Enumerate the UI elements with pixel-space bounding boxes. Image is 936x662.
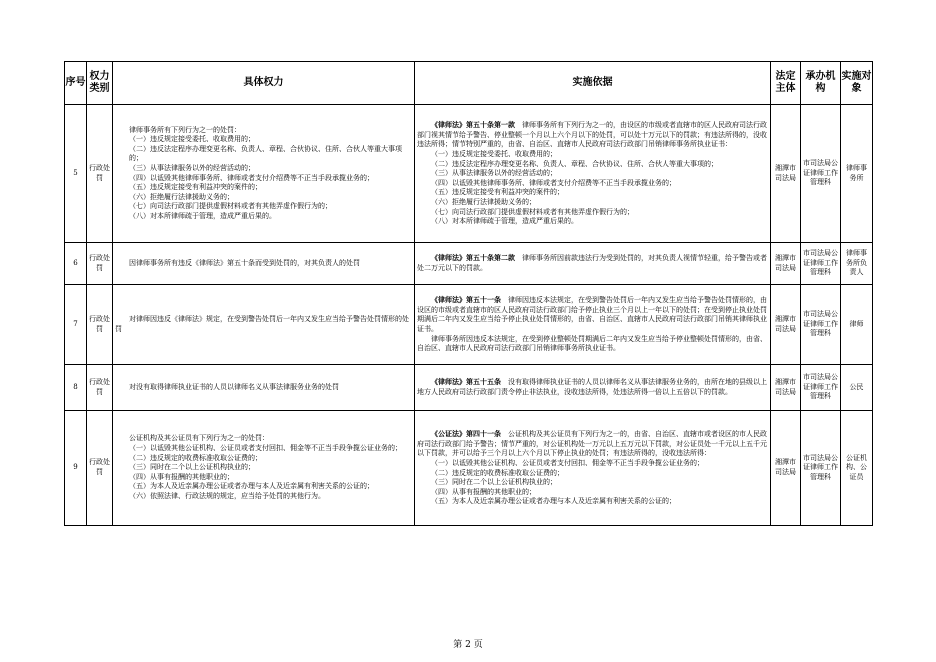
row-basis <box>415 243 771 285</box>
header-subject: 法定主体 <box>771 62 801 105</box>
row-target: 律师事务所 <box>841 105 873 243</box>
row-category: 行政处罚 <box>87 365 113 411</box>
power-line: 对律师因违反《律师法》规定，在受到警告处罚后一年内又发生应当给予警告处罚情形的处罚 <box>115 314 409 333</box>
power-line: （六）拒绝履行法律援助义务的； <box>129 192 234 201</box>
basis-text: 公证机构及其公证员有下列行为之一的，由省、自治区、直辖市或者设区的市人民政府司法行政部门给予警告；情节严重的，对公证机构处一万元以上五万元以下罚款，对公证员处一千元以上五千元以下罚款，并可以给予三个月以上六个月以下停止执业的处罚；有违法所得的，没收违法所得： <box>417 430 767 458</box>
power-line: 公证机构及其公证员有下列行为之一的处罚： <box>129 434 269 443</box>
basis-line: （二）违反法定程序办理变更名称、负责人、章程、合伙协议、住所、合伙人等重大事项的； <box>431 159 718 168</box>
header-agency: 承办机构 <box>801 62 841 105</box>
basis-title: 《律师法》第五十一条 <box>431 295 501 305</box>
power-line: （一）违反规定接受委托、收取费用的； <box>129 135 255 144</box>
basis-line: （四）以诋毁其他律师事务所、律师或者支付介绍费等不正当手段承揽业务的； <box>431 178 676 187</box>
row-no: 8 <box>65 365 87 411</box>
power-line: 对没有取得律师执业证书的人员以律师名义从事法律服务业务的处罚 <box>129 382 339 391</box>
power-line: （八）对本所律师疏于管理，造成严重后果的。 <box>129 211 276 220</box>
row-power <box>113 105 415 243</box>
header-row <box>65 62 873 105</box>
basis-text: 律师因违反本法规定，在受到警告处罚后一年内又发生应当给予警告处罚情形的，由设区的市级或者直辖市的区人民政府司法行政部门给予停止执业三个月以上一年以下的处罚；在受到停止执业处罚期满后二年内又发生应当给予停止执业处罚情形的，由省、自治区、直辖市人民政府司法行政部门吊销其律师执业证书。 <box>417 296 767 333</box>
row-basis <box>415 365 771 411</box>
row-target: 公证机构、公证员 <box>841 411 873 526</box>
row-target: 律师 <box>841 285 873 365</box>
power-line: （五）违反规定接受有利益冲突的案件的； <box>129 183 262 192</box>
basis-line <box>417 295 768 334</box>
row-basis <box>415 105 771 243</box>
row-subject: 湘潭市司法局 <box>771 105 801 243</box>
basis-text: 律师事务所有下列行为之一的，由设区的市级或者直辖市的区人民政府司法行政部门视其情节给予警告、停业整顿一个月以上六个月以下的处罚，可以处十万元以下的罚款；有违法所得的，没收违法所得；情节特别严重的，由省、自治区、直辖市人民政府司法行政部门吊销律师事务所执业证书： <box>417 121 767 149</box>
basis-line: （八）对本所律师疏于管理，造成严重后果的。 <box>431 217 578 226</box>
basis-line: （一）以诋毁其他公证机构、公证员或者支付回扣、佣金等不正当手段争揽公证业务的； <box>431 458 704 467</box>
row-target: 公民 <box>841 365 873 411</box>
basis-line: （七）向司法行政部门提供虚假材料或者有其他弄虚作假行为的； <box>431 207 634 216</box>
row-agency: 市司法局公证律师工作管理科 <box>801 285 841 365</box>
basis-line: （一）违反规定接受委托、收取费用的； <box>431 150 557 159</box>
basis-text: 律师事务所因前款违法行为受到处罚的，对其负责人视情节轻重，给予警告或者处二万元以下的罚款。 <box>417 254 767 272</box>
power-line: 因律师事务所有违反《律师法》第五十条而受到处罚的，对其负责人的处罚 <box>129 258 360 267</box>
power-line: （三）同时在二个以上公证机构执业的； <box>129 463 255 472</box>
power-line: （四）从事有报酬的其他职业的； <box>129 472 234 481</box>
row-category: 行政处罚 <box>87 411 113 526</box>
basis-title: 《律师法》第五十条第一款 <box>431 120 515 130</box>
power-line: （五）为本人及近亲属办理公证或者办理与本人及近亲属有利害关系的公证的； <box>129 482 374 491</box>
basis-line: （二）违反规定的收费标准收取公证费的； <box>431 468 564 477</box>
basis-line: （三）从事法律服务以外的经营活动的； <box>431 169 557 178</box>
row-power <box>113 411 415 526</box>
basis-line <box>417 120 768 150</box>
power-line: （二）违反规定的收费标准收取公证费的； <box>129 453 262 462</box>
row-agency: 市司法局公证律师工作管理科 <box>801 243 841 285</box>
power-line: （六）依照法律、行政法规的规定，应当给予处罚的其他行为。 <box>129 491 325 500</box>
header-target: 实施对象 <box>841 62 873 105</box>
basis-line <box>417 377 768 397</box>
table-row <box>65 243 873 285</box>
power-line: （三）从事法律服务以外的经营活动的； <box>129 163 255 172</box>
row-agency: 市司法局公证律师工作管理科 <box>801 105 841 243</box>
power-line: （七）向司法行政部门提供虚假材料或者有其他弄虚作假行为的； <box>129 202 332 211</box>
row-subject: 湘潭市司法局 <box>771 365 801 411</box>
row-subject: 湘潭市司法局 <box>771 411 801 526</box>
header-power: 具体权力 <box>113 62 415 105</box>
header-no: 序号 <box>65 62 87 105</box>
row-power <box>113 243 415 285</box>
page-number: 第 2 页 <box>453 640 483 650</box>
basis-title: 《律师法》第五十五条 <box>431 377 501 387</box>
row-subject: 湘潭市司法局 <box>771 285 801 365</box>
basis-line: （五）为本人及近亲属办理公证或者办理与本人及近亲属有利害关系的公证的； <box>431 497 676 506</box>
power-line: （二）违反法定程序办理变更名称、负责人、章程、合伙协议、住所、合伙人等重大事项的； <box>129 144 402 163</box>
power-line: 律师事务所有下列行为之一的处罚： <box>129 125 241 134</box>
row-no: 9 <box>65 411 87 526</box>
header-basis: 实施依据 <box>415 62 771 105</box>
row-subject: 湘潭市司法局 <box>771 243 801 285</box>
table-row <box>65 105 873 243</box>
basis-line: （六）拒绝履行法律援助义务的； <box>431 197 536 206</box>
row-category: 行政处罚 <box>87 105 113 243</box>
basis-line: （五）违反规定接受有利益冲突的案件的； <box>431 188 564 197</box>
basis-line: 律师事务所因违反本法规定，在受到停业整顿处罚期满后二年内又发生应当给予停业整顿处罚情形的，由省、自治区、直辖市人民政府司法行政部门吊销律师事务所执业证书。 <box>417 334 767 353</box>
table-body <box>65 105 873 526</box>
basis-line <box>417 429 768 459</box>
row-agency: 市司法局公证律师工作管理科 <box>801 365 841 411</box>
row-agency: 市司法局公证律师工作管理科 <box>801 411 841 526</box>
basis-line: （三）同时在二个以上公证机构执业的； <box>431 478 557 487</box>
table-row <box>65 285 873 365</box>
row-category: 行政处罚 <box>87 243 113 285</box>
row-no: 7 <box>65 285 87 365</box>
row-no: 6 <box>65 243 87 285</box>
row-basis <box>415 411 771 526</box>
basis-title: 《律师法》第五十条第二款 <box>431 253 515 263</box>
basis-line <box>417 253 768 273</box>
basis-text: 没有取得律师执业证书的人员以律师名义从事法律服务业务的，由所在地的县级以上地方人民政府司法行政部门责令停止非法执业，没收违法所得，处违法所得一倍以上五倍以下的罚款。 <box>417 378 767 396</box>
row-power <box>113 365 415 411</box>
row-target: 律师事务所负责人 <box>841 243 873 285</box>
power-line: （一）以诋毁其他公证机构、公证员或者支付回扣、佣金等不正当手段争揽公证业务的； <box>129 444 402 453</box>
basis-line: （四）从事有报酬的其他职业的； <box>431 487 536 496</box>
row-basis <box>415 285 771 365</box>
power-line: （四）以诋毁其他律师事务所、律师或者支付介绍费等不正当手段承揽业务的； <box>129 173 374 182</box>
row-power <box>113 285 415 365</box>
power-list-table <box>64 61 873 526</box>
row-category: 行政处罚 <box>87 285 113 365</box>
row-no: 5 <box>65 105 87 243</box>
table-row <box>65 365 873 411</box>
header-category: 权力类别 <box>87 62 113 105</box>
table-row <box>65 411 873 526</box>
basis-title: 《公证法》第四十一条 <box>431 429 501 439</box>
